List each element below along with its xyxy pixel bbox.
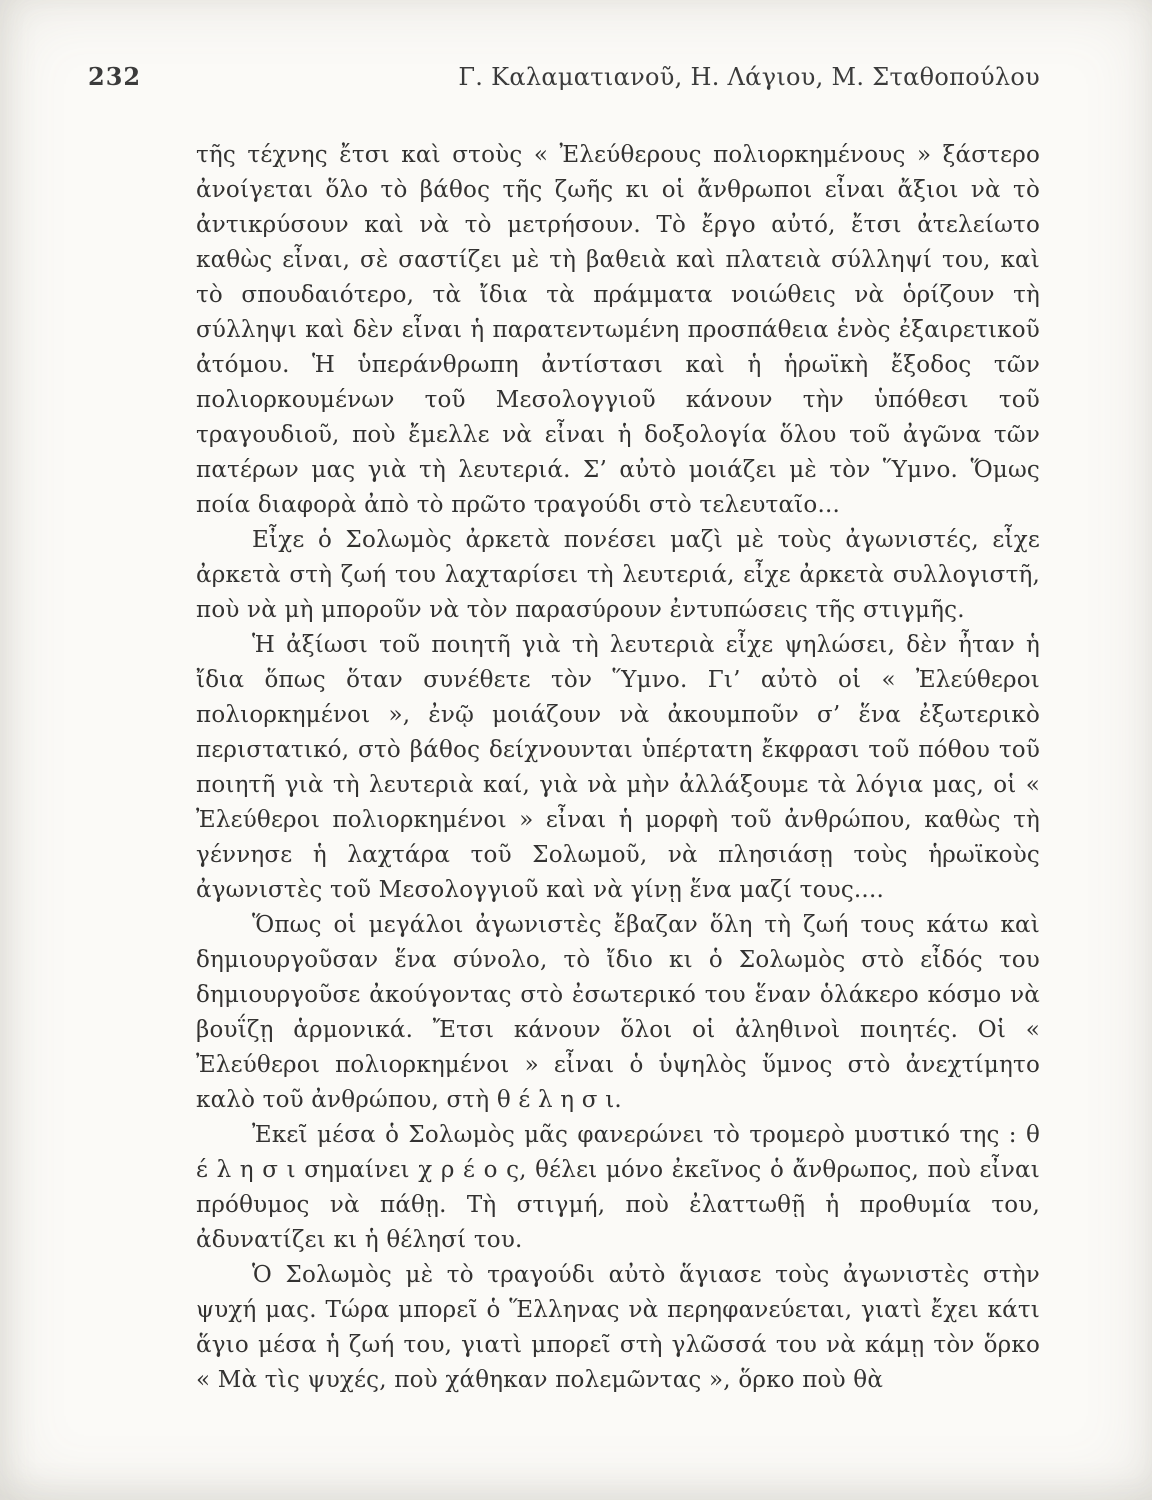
paragraph: Ἡ ἀξίωσι τοῦ ποιητῆ γιὰ τὴ λευτεριὰ εἶχε ψηλώσει, δὲν ἦταν ἡ ἴδια ὅπως ὅταν συνέθετε τὸν Ὕμνο. Γι’ αὐτὸ οἱ « Ἐλεύθεροι πολιορκημένοι », ἐνῷ μοιάζουν νὰ ἀκουμποῦν σ’ ἕνα ἐξωτερικὸ περιστατικό, στὸ βάθος δείχνουνται ὑπέρτατη ἔκφρασι τοῦ πόθου τοῦ ποιητῆ γιὰ τὴ λευτεριὰ καί, γιὰ νὰ μὴν ἀλλάξουμε τὰ λόγια μας, οἱ « Ἐλεύθεροι πολιορκημένοι » εἶναι ἡ μορφὴ τοῦ ἀνθρώπου, καθὼς τὴ γέννησε ἡ λαχτάρα τοῦ Σολωμοῦ, νὰ πλησιάσῃ τοὺς ἡρωϊκοὺς ἀγωνιστὲς τοῦ Μεσολογγιοῦ καὶ νὰ γίνῃ ἕνα μαζί τους....: [196, 632, 1040, 903]
paragraph: Ὁ Σολωμὸς μὲ τὸ τραγούδι αὐτὸ ἅγιασε τοὺς ἀγωνιστὲς στὴν ψυχή μας. Τώρα μπορεῖ ὁ Ἕλληνας νὰ περηφανεύεται, γιατὶ ἔχει κάτι ἅγιο μέσα ἡ ζωή του, γιατὶ μπορεῖ στὴ γλῶσσά του νὰ κάμῃ τὸν ὅρκο « Μὰ τὶς ψυχές, ποὺ χάθηκαν πολεμῶντας », ὅρκο ποὺ θὰ: [196, 1262, 1040, 1393]
paragraph: Εἶχε ὁ Σολωμὸς ἀρκετὰ πονέσει μαζὶ μὲ τοὺς ἀγωνιστές, εἶχε ἀρκετὰ στὴ ζωή του λαχταρίσει τὴ λευτεριά, εἶχε ἀρκετὰ συλλογιστῆ, ποὺ νὰ μὴ μποροῦν νὰ τὸν παρασύρουν ἐντυπώσεις τῆς στιγμῆς.: [196, 527, 1040, 623]
page-header: [88, 62, 1040, 91]
page-body: [196, 138, 1040, 1398]
running-title: Γ. Καλαματιανοῦ, Η. Λάγιου, Μ. Σταθοπούλου: [458, 63, 1040, 91]
paragraph: τῆς τέχνης ἔτσι καὶ στοὺς « Ἐλεύθερους πολιορκημένους » ξάστερο ἀνοίγεται ὅλο τὸ βάθος τῆς ζωῆς κι οἱ ἄνθρωποι εἶναι ἄξιοι νὰ τὸ ἀντικρύσουν καὶ νὰ τὸ μετρήσουν. Τὸ ἔργο αὐτό, ἔτσι ἀτελείωτο καθὼς εἶναι, σὲ σαστίζει μὲ τὴ βαθειὰ καὶ πλατειὰ σύλληψί του, καὶ τὸ σπουδαιότερο, τὰ ἴδια τὰ πράμματα νοιώθεις νὰ ὁρίζουν τὴ σύλληψι καὶ δὲν εἶναι ἡ παρατεντωμένη προσπάθεια ἑνὸς ἐξαιρετικοῦ ἀτόμου. Ἡ ὑπεράνθρωπη ἀντίστασι καὶ ἡ ἡρωϊκὴ ἔξοδος τῶν πολιορκουμένων τοῦ Μεσολογγιοῦ κάνουν τὴν ὑπόθεσι τοῦ τραγουδιοῦ, ποὺ ἔμελλε νὰ εἶναι ἡ δοξολογία ὅλου τοῦ ἀγῶνα τῶν πατέρων μας γιὰ τὴ λευτεριά. Σ’ αὐτὸ μοιάζει μὲ τὸν Ὕμνο. Ὅμως ποία διαφορὰ ἀπὸ τὸ πρῶτο τραγούδι στὸ τελευταῖο...: [196, 142, 1040, 518]
paragraph: Ὅπως οἱ μεγάλοι ἀγωνιστὲς ἔβαζαν ὅλη τὴ ζωή τους κάτω καὶ δημιουργοῦσαν ἕνα σύνολο, τὸ ἴδιο κι ὁ Σολωμὸς στὸ εἶδός του δημιουργοῦσε ἀκούγοντας στὸ ἐσωτερικό του ἕναν ὁλάκερο κόσμο νὰ βουΐζῃ ἁρμονικά. Ἔτσι κάνουν ὅλοι οἱ ἀληθινοὶ ποιητές. Οἱ « Ἐλεύθεροι πολιορκημένοι » εἶναι ὁ ὑψηλὸς ὕμνος στὸ ἀνεχτίμητο καλὸ τοῦ ἀνθρώπου, στὴ θ έ λ η σ ι.: [196, 912, 1040, 1113]
paragraph: Ἐκεῖ μέσα ὁ Σολωμὸς μᾶς φανερώνει τὸ τρομερὸ μυστικό της : θ έ λ η σ ι σημαίνει χ ρ έ ο ς, θέλει μόνο ἐκεῖνος ὁ ἄνθρωπος, ποὺ εἶναι πρόθυμος νὰ πάθῃ. Τὴ στιγμή, ποὺ ἐλαττωθῇ ἡ προθυμία του, ἀδυνατίζει κι ἡ θέλησί του.: [196, 1122, 1040, 1253]
page-number: 232: [88, 62, 142, 91]
